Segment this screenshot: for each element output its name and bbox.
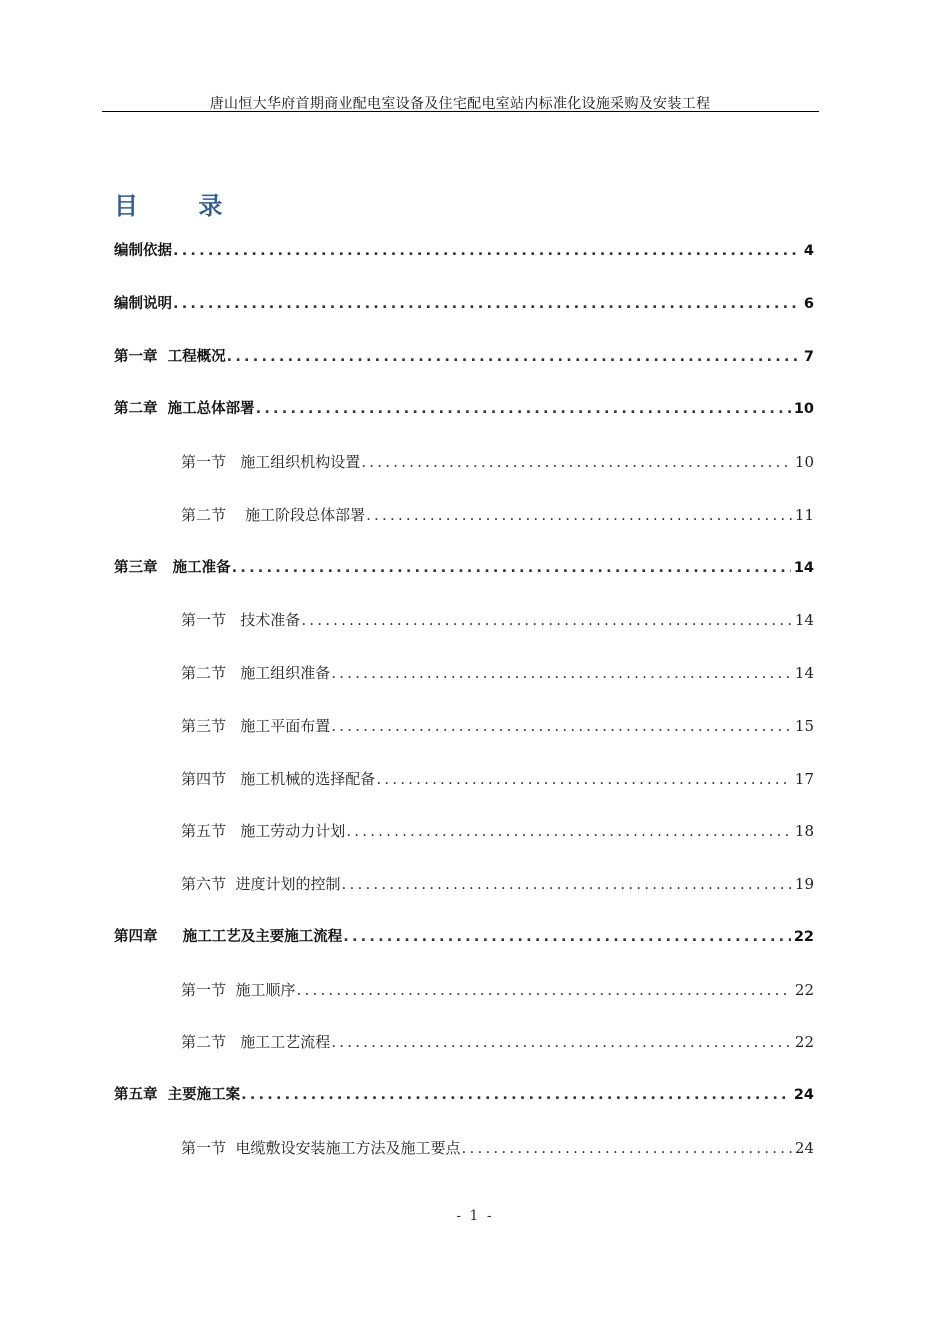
- toc-entry-page: 11: [794, 506, 814, 524]
- toc-entry-page: 14: [794, 664, 814, 682]
- toc-entry[interactable]: [114, 346, 814, 368]
- toc-entry-label: 第四节 施工机械的选择配备: [181, 770, 376, 788]
- toc-entry-label: 第五节 施工劳动力计划: [181, 822, 346, 840]
- toc-leader-dots: [376, 768, 792, 790]
- toc-entry-label: 第五章 主要施工案: [114, 1087, 241, 1103]
- toc-leader-dots: [366, 504, 792, 526]
- toc-entry-page: 10: [793, 401, 814, 417]
- toc-entry[interactable]: [114, 398, 814, 420]
- toc-leader-dots: [173, 293, 801, 315]
- toc-leader-dots: [331, 662, 792, 684]
- toc-entry-page: 22: [794, 1033, 814, 1051]
- toc-leader-dots: [331, 1031, 792, 1053]
- toc-heading: 目 录: [114, 192, 249, 220]
- toc-entry[interactable]: [181, 979, 814, 1001]
- running-header-title: 唐山恒大华府首期商业配电室设备及住宅配电室站内标准化设施采购及安装工程: [209, 96, 711, 112]
- toc-entry-page: 4: [803, 243, 814, 259]
- toc-entry-page: 14: [793, 560, 814, 576]
- toc-entry-label: 第一节 技术准备: [181, 611, 301, 629]
- toc-entry-label: 第三章 施工准备: [114, 560, 231, 576]
- toc-entry[interactable]: [181, 768, 814, 790]
- toc-leader-dots: [462, 1137, 792, 1159]
- toc-entry[interactable]: [181, 1137, 814, 1159]
- toc-leader-dots: [227, 346, 801, 368]
- toc-entry-label: 第二节 施工组织准备: [181, 664, 331, 682]
- toc-entry-label: 第四章 施工工艺及主要施工流程: [114, 929, 343, 945]
- toc-entry-label: 第一章 工程概况: [114, 349, 226, 365]
- toc-entry-page: 10: [794, 453, 814, 471]
- toc-entry-page: 18: [794, 822, 814, 840]
- toc-entry[interactable]: [181, 609, 814, 631]
- toc-entry[interactable]: [181, 820, 814, 842]
- toc-entry-label: 第二节 施工阶段总体部署: [181, 506, 366, 524]
- page-number: - 1 -: [456, 1208, 494, 1224]
- toc-entry[interactable]: [181, 1031, 814, 1053]
- toc-entry[interactable]: [181, 873, 814, 895]
- toc-entry-page: 14: [794, 611, 814, 629]
- toc-leader-dots: [232, 557, 791, 579]
- toc-entry-label: 编制说明: [114, 296, 172, 312]
- toc-entry[interactable]: [181, 662, 814, 684]
- toc-entry[interactable]: [181, 715, 814, 737]
- toc-leader-dots: [256, 398, 791, 420]
- toc-entry-label: 第三节 施工平面布置: [181, 717, 331, 735]
- toc-leader-dots: [241, 1084, 791, 1106]
- toc-entry-label: 第一节 施工组织机构设置: [181, 453, 361, 471]
- toc-leader-dots: [301, 609, 792, 631]
- toc-entry-label: 第六节 进度计划的控制: [181, 875, 341, 893]
- toc-entry[interactable]: [114, 1084, 814, 1106]
- toc-leader-dots: [331, 715, 792, 737]
- toc-leader-dots: [173, 240, 801, 262]
- toc-entry[interactable]: [181, 451, 814, 473]
- toc-entry-label: 第一节 施工顺序: [181, 981, 296, 999]
- toc-leader-dots: [343, 926, 791, 948]
- toc-entry-label: 第一节 电缆敷设安装施工方法及施工要点: [181, 1139, 461, 1157]
- toc-entry[interactable]: [114, 557, 814, 579]
- toc-entry[interactable]: [181, 504, 814, 526]
- toc-entry-page: 24: [793, 1087, 814, 1103]
- toc-entry[interactable]: [114, 293, 814, 315]
- toc-entry-page: 19: [794, 875, 814, 893]
- toc-entry[interactable]: [114, 926, 814, 948]
- toc-leader-dots: [297, 979, 792, 1001]
- toc-entry-page: 22: [794, 981, 814, 999]
- toc-entry-page: 15: [794, 717, 814, 735]
- toc-leader-dots: [361, 451, 792, 473]
- toc-entry-label: 第二章 施工总体部署: [114, 401, 255, 417]
- toc-entry-page: 17: [794, 770, 814, 788]
- toc-entry-page: 6: [803, 296, 814, 312]
- toc-leader-dots: [342, 873, 792, 895]
- toc-entry-page: 7: [803, 349, 814, 365]
- toc-entry-label: 第二节 施工工艺流程: [181, 1033, 331, 1051]
- toc-entry-page: 24: [794, 1139, 814, 1157]
- toc-leader-dots: [346, 820, 792, 842]
- toc-entry-label: 编制依据: [114, 243, 172, 259]
- toc-entry[interactable]: [114, 240, 814, 262]
- toc-entry-page: 22: [793, 929, 814, 945]
